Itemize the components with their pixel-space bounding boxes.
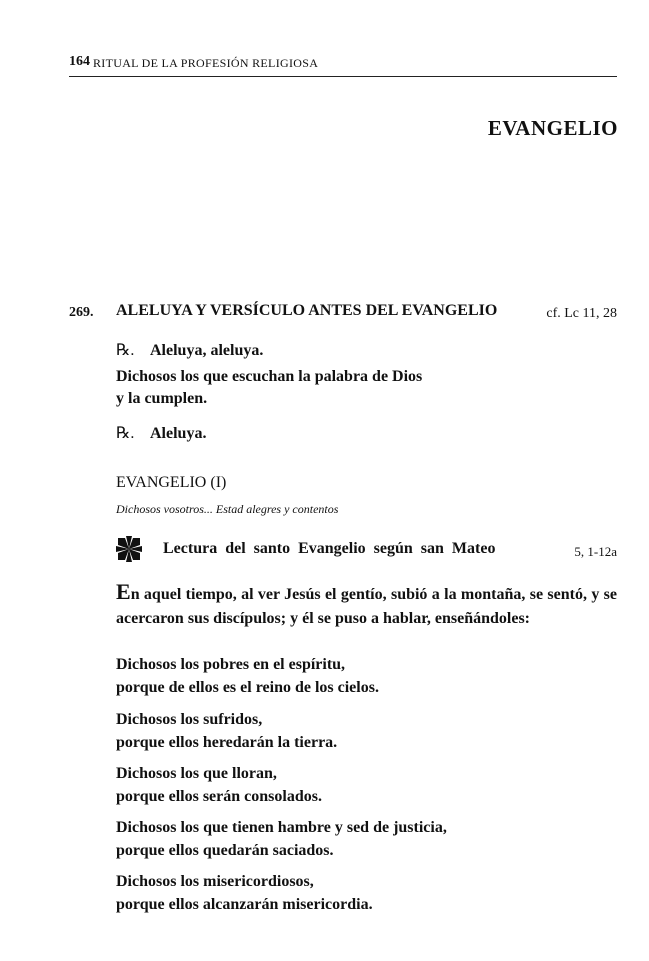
beatitude-5-line-2: porque ellos alcanzarán misericordia.	[116, 896, 373, 913]
section-title: EVANGELIO	[487, 116, 618, 140]
response-2	[116, 423, 206, 443]
beatitude-1-line-1: Dichosos los pobres en el espíritu,	[116, 656, 346, 673]
response-1-text: Aleluya, aleluya.	[150, 342, 264, 359]
reading-reference: 5, 1-12a	[574, 544, 617, 559]
response-2-text: Aleluya.	[150, 425, 207, 442]
maltese-cross-icon	[114, 534, 144, 564]
beatitude-4-line-2: porque ellos quedarán saciados.	[116, 842, 334, 859]
intro-text: n aquel tiempo, al ver Jesús el gentío, subió a la montaña, se sentó, y se acercaron sus discípulos; y él se puso a hablar, enseñándoles:	[116, 586, 617, 627]
page-number: 164	[69, 54, 90, 69]
beatitude-3-line-2: porque ellos serán consolados.	[116, 788, 322, 805]
running-header	[69, 54, 617, 77]
beatitude-4-line-1: Dichosos los que tienen hambre y sed de justicia,	[116, 819, 447, 836]
paragraph-number: 269.	[69, 305, 94, 320]
beatitude-2-line-2: porque ellos heredarán la tierra.	[116, 734, 338, 751]
reading-title: Lectura del santo Evangelio según san Mateo	[163, 540, 496, 557]
beatitude-1-line-2: porque de ellos es el reino de los cielos.	[116, 679, 379, 696]
response-symbol: ℞.	[116, 342, 135, 359]
gospel-heading-number: (I)	[210, 474, 227, 491]
verse-line-1: Dichosos los que escuchan la palabra de Dios	[116, 368, 423, 385]
beatitude-5-line-1: Dichosos los misericordiosos,	[116, 873, 314, 890]
beatitude-3-line-1: Dichosos los que lloran,	[116, 765, 277, 782]
verse-line-2: y la cumplen.	[116, 390, 208, 407]
gospel-intro	[116, 580, 617, 631]
gospel-heading-title: EVANGELIO	[116, 474, 207, 491]
response-1	[116, 340, 263, 360]
alleluia-title: ALELUYA Y VERSÍCULO ANTES DEL EVANGELIO	[116, 302, 498, 319]
response-symbol-2: ℞.	[116, 425, 135, 442]
gospel-heading	[116, 474, 226, 492]
alleluia-reference: cf. Lc 11, 28	[546, 306, 617, 321]
gospel-subtitle: Dichosos vosotros... Estad alegres y contentos	[116, 502, 339, 516]
running-title: RITUAL DE LA PROFESIÓN RELIGIOSA	[93, 56, 319, 70]
beatitude-2-line-1: Dichosos los sufridos,	[116, 711, 263, 728]
drop-cap: E	[116, 579, 131, 604]
